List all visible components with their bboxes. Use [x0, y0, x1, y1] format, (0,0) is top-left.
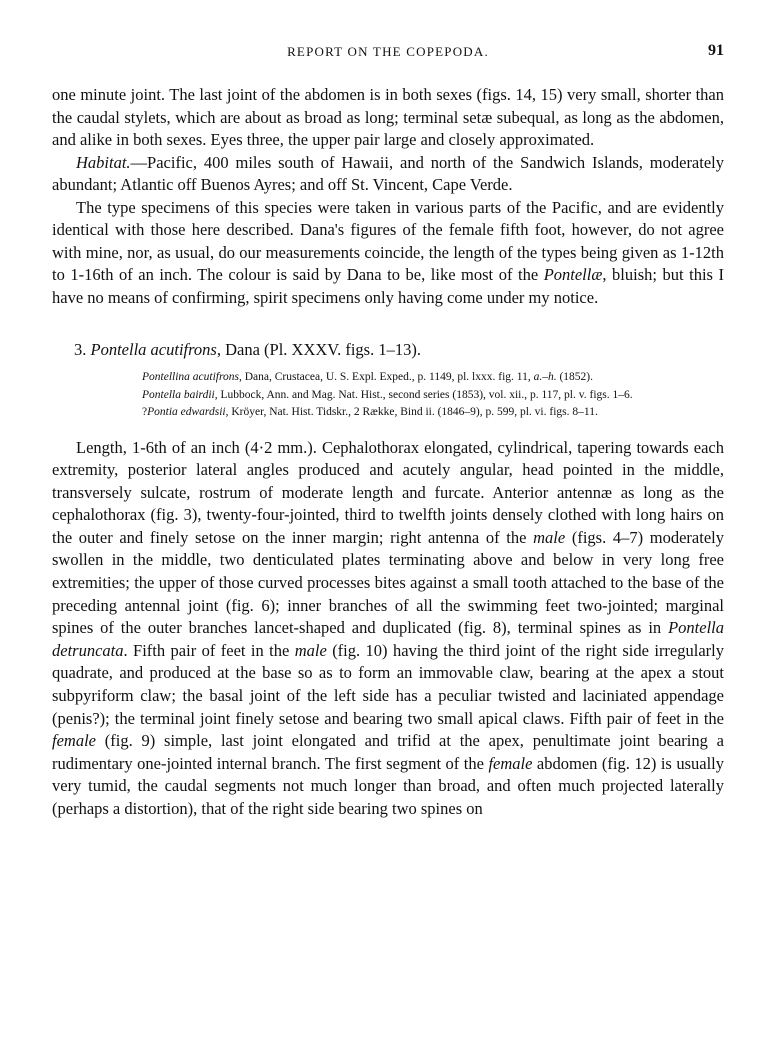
species-name: Pontella acutifrons	[90, 340, 217, 359]
synonym-citation: , Kröyer, Nat. Hist. Tidskr., 2 Række, Bind ii. (1846–9), p. 599, pl. vi. figs. 8–11.	[225, 406, 598, 418]
synonym-citation: , Dana, Crustacea, U. S. Expl. Exped., p. 1149, pl. lxxx. fig. 11,	[239, 371, 534, 383]
synonym-entry	[142, 369, 724, 386]
synonym-citation: , Lubbock, Ann. and Mag. Nat. Hist., second series (1853), vol. xii., p. 117, pl. v. figs. 1–6.	[214, 388, 633, 401]
description-paragraph	[52, 437, 724, 821]
italic-term: female	[52, 731, 96, 751]
habitat-label: Habitat.	[76, 152, 131, 172]
page-content	[52, 84, 724, 837]
synonym-year: (1852).	[556, 371, 594, 383]
synonym-entry	[142, 404, 724, 421]
type-specimens-paragraph	[52, 197, 724, 310]
page-number: 91	[708, 42, 724, 59]
synonym-name: Pontellina acutifrons	[142, 371, 239, 383]
italic-term: Pontella detruncata	[52, 618, 724, 660]
paragraph-continuation: one minute joint. The last joint of the abdomen is in both sexes (figs. 14, 15) very small, shorter than the caudal stylets, which are about as broad as long; terminal setæ subequal, as long as the abdomen, and alike in both sexes. Eyes three, the upper pair large and closely approximated.	[52, 85, 724, 149]
paragraph-text: , bluish; but this I have no means of confirming, spirit specimens only having come under my notice.	[52, 265, 725, 307]
habitat-paragraph	[52, 152, 724, 197]
species-authority: , Dana (Pl. XXXV. figs. 1–13).	[216, 340, 421, 359]
description-text: (fig. 10) having the third joint of the right side irregularly quadrate, and produced at the base so as to form an immovable claw, bearing at the apex a stout subpyriform claw; the basal joint of the left side has a peculiar twisted and laciniated appendage (penis?); the terminal joint finely setose and bearing two small apical claws. Fifth pair of feet in the	[52, 640, 724, 728]
page-header	[52, 44, 724, 74]
description-text: Length, 1-6th of an inch (4·2 mm.). Cephalothorax elongated, cylindrical, tapering towards each extremity, posterior lateral angles produced and acutely angular, head pointed in the middle, transversely sulcate, rostrum of moderate length and furcate. Anterior antennæ as long as the cephalothorax (fig. 3), twenty-four-jointed, third to twelfth joints densely clothed with long hairs on the outer and finely setose on the inner margin; right antenna of the	[52, 437, 724, 547]
italic-term: male	[294, 640, 327, 660]
synonym-figure-refs: a.–h.	[533, 371, 557, 383]
habitat-text: —Pacific, 400 miles south of Hawaii, and north of the Sandwich Islands, moderately abundant; Atlantic off Buenos Ayres; and off St. Vincent, Cape Verde.	[52, 152, 724, 194]
italic-term: male	[533, 527, 566, 547]
species-heading	[52, 339, 724, 361]
synonym-name: Pontella bairdii	[142, 388, 215, 401]
description-text: (fig. 9) simple, last joint elongated and trifid at the apex, penultimate joint bearing a rudimentary one-jointed internal branch. The first segment of the	[52, 731, 724, 773]
running-head: REPORT ON THE COPEPODA.	[287, 44, 489, 59]
synonymy-list	[52, 369, 724, 421]
synonym-name: Pontia edwardsii	[147, 406, 226, 418]
description-text: (figs. 4–7) moderately swollen in the middle, two denticulated plates terminating above and below in very long free extremities; the upper of those curved processes bites against a small tooth attached to the base of the preceding antennal joint (fig. 6); inner branches of all the swimming feet two-jointed; marginal spines of the outer branches lancet-shaped and duplicated (fig. 8), terminal spines as in	[52, 527, 724, 638]
paragraph-text: The type specimens of this species were taken in various parts of the Pacific, and are evidently identical with those here described. Dana's figures of the female fifth foot, however, do not agree with mine, nor, as usual, do our measurements coincide, the length of the types being given as 1-12th to 1-16th of an inch. The colour is said by Dana to be, like most of the	[52, 197, 724, 284]
description-text: . Fifth pair of feet in the	[123, 640, 295, 660]
description-text: abdomen (fig. 12) is usually very tumid, the caudal segments not much longer than broad, and often much projected laterally (perhaps a distortion), that of the right side bearing two spines on	[52, 753, 724, 818]
synonym-entry	[142, 387, 724, 404]
genus-name: Pontellæ	[543, 265, 603, 284]
species-number: 3.	[74, 340, 87, 359]
synonym-prefix: ?	[142, 406, 148, 418]
italic-term: female	[488, 753, 533, 773]
